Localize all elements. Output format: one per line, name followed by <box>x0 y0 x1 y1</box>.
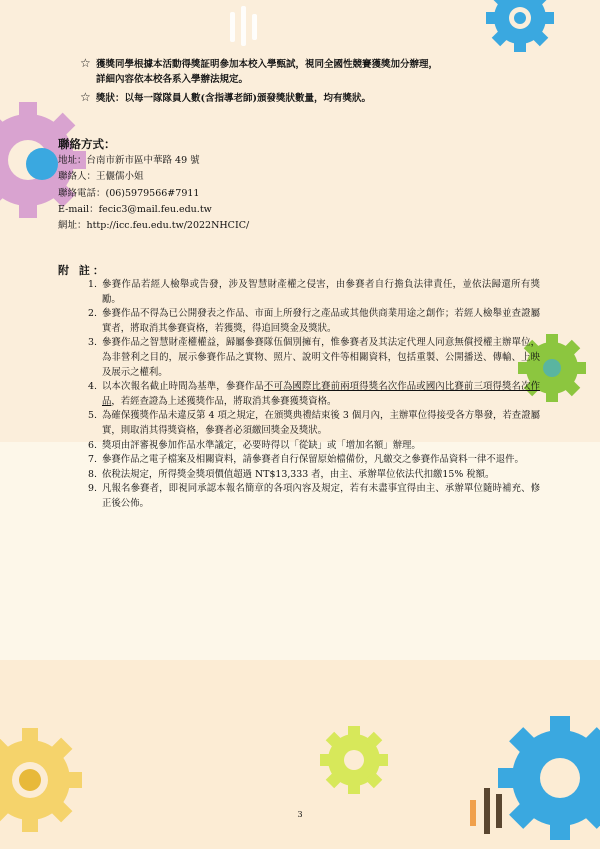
note-item <box>88 336 540 380</box>
star-icon: ☆ <box>80 90 91 104</box>
page-number: 3 <box>297 810 303 819</box>
note-number: 9. <box>88 483 97 495</box>
note-text: 依稅法規定，所得獎金獎項價值超過 NT$13,333 者，由主、承辦單位依法代扣繳15% 稅額。 <box>102 468 495 480</box>
top-bars-decoration <box>230 6 257 46</box>
note-number: 1. <box>88 279 97 290</box>
note-number: 5. <box>88 410 97 422</box>
gear-icon-bottom-right-blue <box>498 716 600 840</box>
note-text: 參賽作品不得為已公開發表之作品、市面上所發行之產品或其他供商業用途之創作；若經人檢舉並查證屬實者，將取消其參賽資格，若獲獎，得追回獎金及獎狀。 <box>102 308 540 334</box>
note-text: 以本次報名截止時間為基準，參賽作品 <box>102 381 264 393</box>
note-text-tail: ，若經查證為上述獲獎作品，將取消其參賽獲獎資格。 <box>111 395 337 407</box>
contact-address: 地址：台南市新市區中華路 49 號 <box>58 155 200 167</box>
note-item <box>88 439 540 454</box>
note-item <box>88 380 540 409</box>
note-number: 6. <box>88 439 97 451</box>
note-item <box>88 278 540 307</box>
note-text: 為確保獲獎作品未違反第 4 項之規定，在頒獎典禮結束後 3 個月內，主辦單位得接受各方舉發，若查證屬實，則取消其得獎資格，參賽者必須繳回獎金及獎狀。 <box>102 410 540 436</box>
note-text: 凡報名參賽者，即視同承認本報名簡章的各項內容及規定，若有未盡事宜得由主、承辦單位隨時補充、修正後公佈。 <box>102 483 540 509</box>
note-number: 8. <box>88 468 97 480</box>
contact-phone: 聯絡電話：(06)5979566#7911 <box>58 187 200 199</box>
note-text: 參賽作品之智慧財產權權益，歸屬參賽隊伍個別擁有，惟參賽者及其法定代理人同意無償授權主辦單位，為非營利之目的，展示參賽作品之實物、照片、說明文件等相關資料，包括重製、公開播送、傳輸、上映及展示之權利。 <box>102 337 540 378</box>
note-item <box>88 307 540 336</box>
award-note-1-line2: 詳細內容依本校各系入學辦法規定。 <box>96 74 249 85</box>
note-number: 4. <box>88 381 97 393</box>
contact-email: E-mail：fecic3@mail.feu.edu.tw <box>58 203 212 215</box>
note-text: 參賽作品之電子檔案及相關資料，請參賽者自行保留原始檔備份，凡繳交之參賽作品資料一律不退件。 <box>102 454 524 466</box>
contact-heading: 聯絡方式： <box>58 137 116 151</box>
note-item <box>88 482 540 511</box>
gear-icon-bottom-middle-lime <box>320 726 388 794</box>
note-item <box>88 409 540 438</box>
contact-person: 聯絡人：王儷儒小姐 <box>58 171 144 183</box>
note-number: 7. <box>88 454 97 466</box>
note-item <box>88 453 540 468</box>
note-number: 2. <box>88 308 97 320</box>
award-note-1-line1: 獲獎同學根據本活動得獎証明參加本校入學甄試，視同全國性競賽獲獎加分辦理， <box>96 59 439 70</box>
note-text: 參賽作品若經人檢舉或告發，涉及智慧財產權之侵害，由參賽者自行擔負法律責任，並依法歸還所有獎勵。 <box>102 279 540 305</box>
award-note-2-line1: 獎狀：以每一隊隊員人數(含指導老師)頒發獎狀數量，均有獎狀。 <box>96 93 371 104</box>
note-underlined-text: 不可為國際比賽前兩項得獎名次作品或國內比賽前三項得獎名次作品 <box>102 381 540 407</box>
contact-website: 網址：http://icc.feu.edu.tw/2022NHCIC/ <box>58 220 250 232</box>
award-note-1 <box>80 56 438 87</box>
star-icon: ☆ <box>80 56 91 70</box>
notes-list <box>88 278 540 512</box>
gear-icon-top-right <box>486 0 554 52</box>
award-note-2 <box>80 90 371 106</box>
note-item <box>88 468 540 483</box>
note-text: 獎項由評審視參加作品水準議定，必要時得以「從缺」或「增加名額」辦理。 <box>102 439 421 451</box>
note-number: 3. <box>88 337 97 349</box>
contact-section <box>58 136 249 234</box>
notes-title: 附 註： <box>58 264 107 277</box>
